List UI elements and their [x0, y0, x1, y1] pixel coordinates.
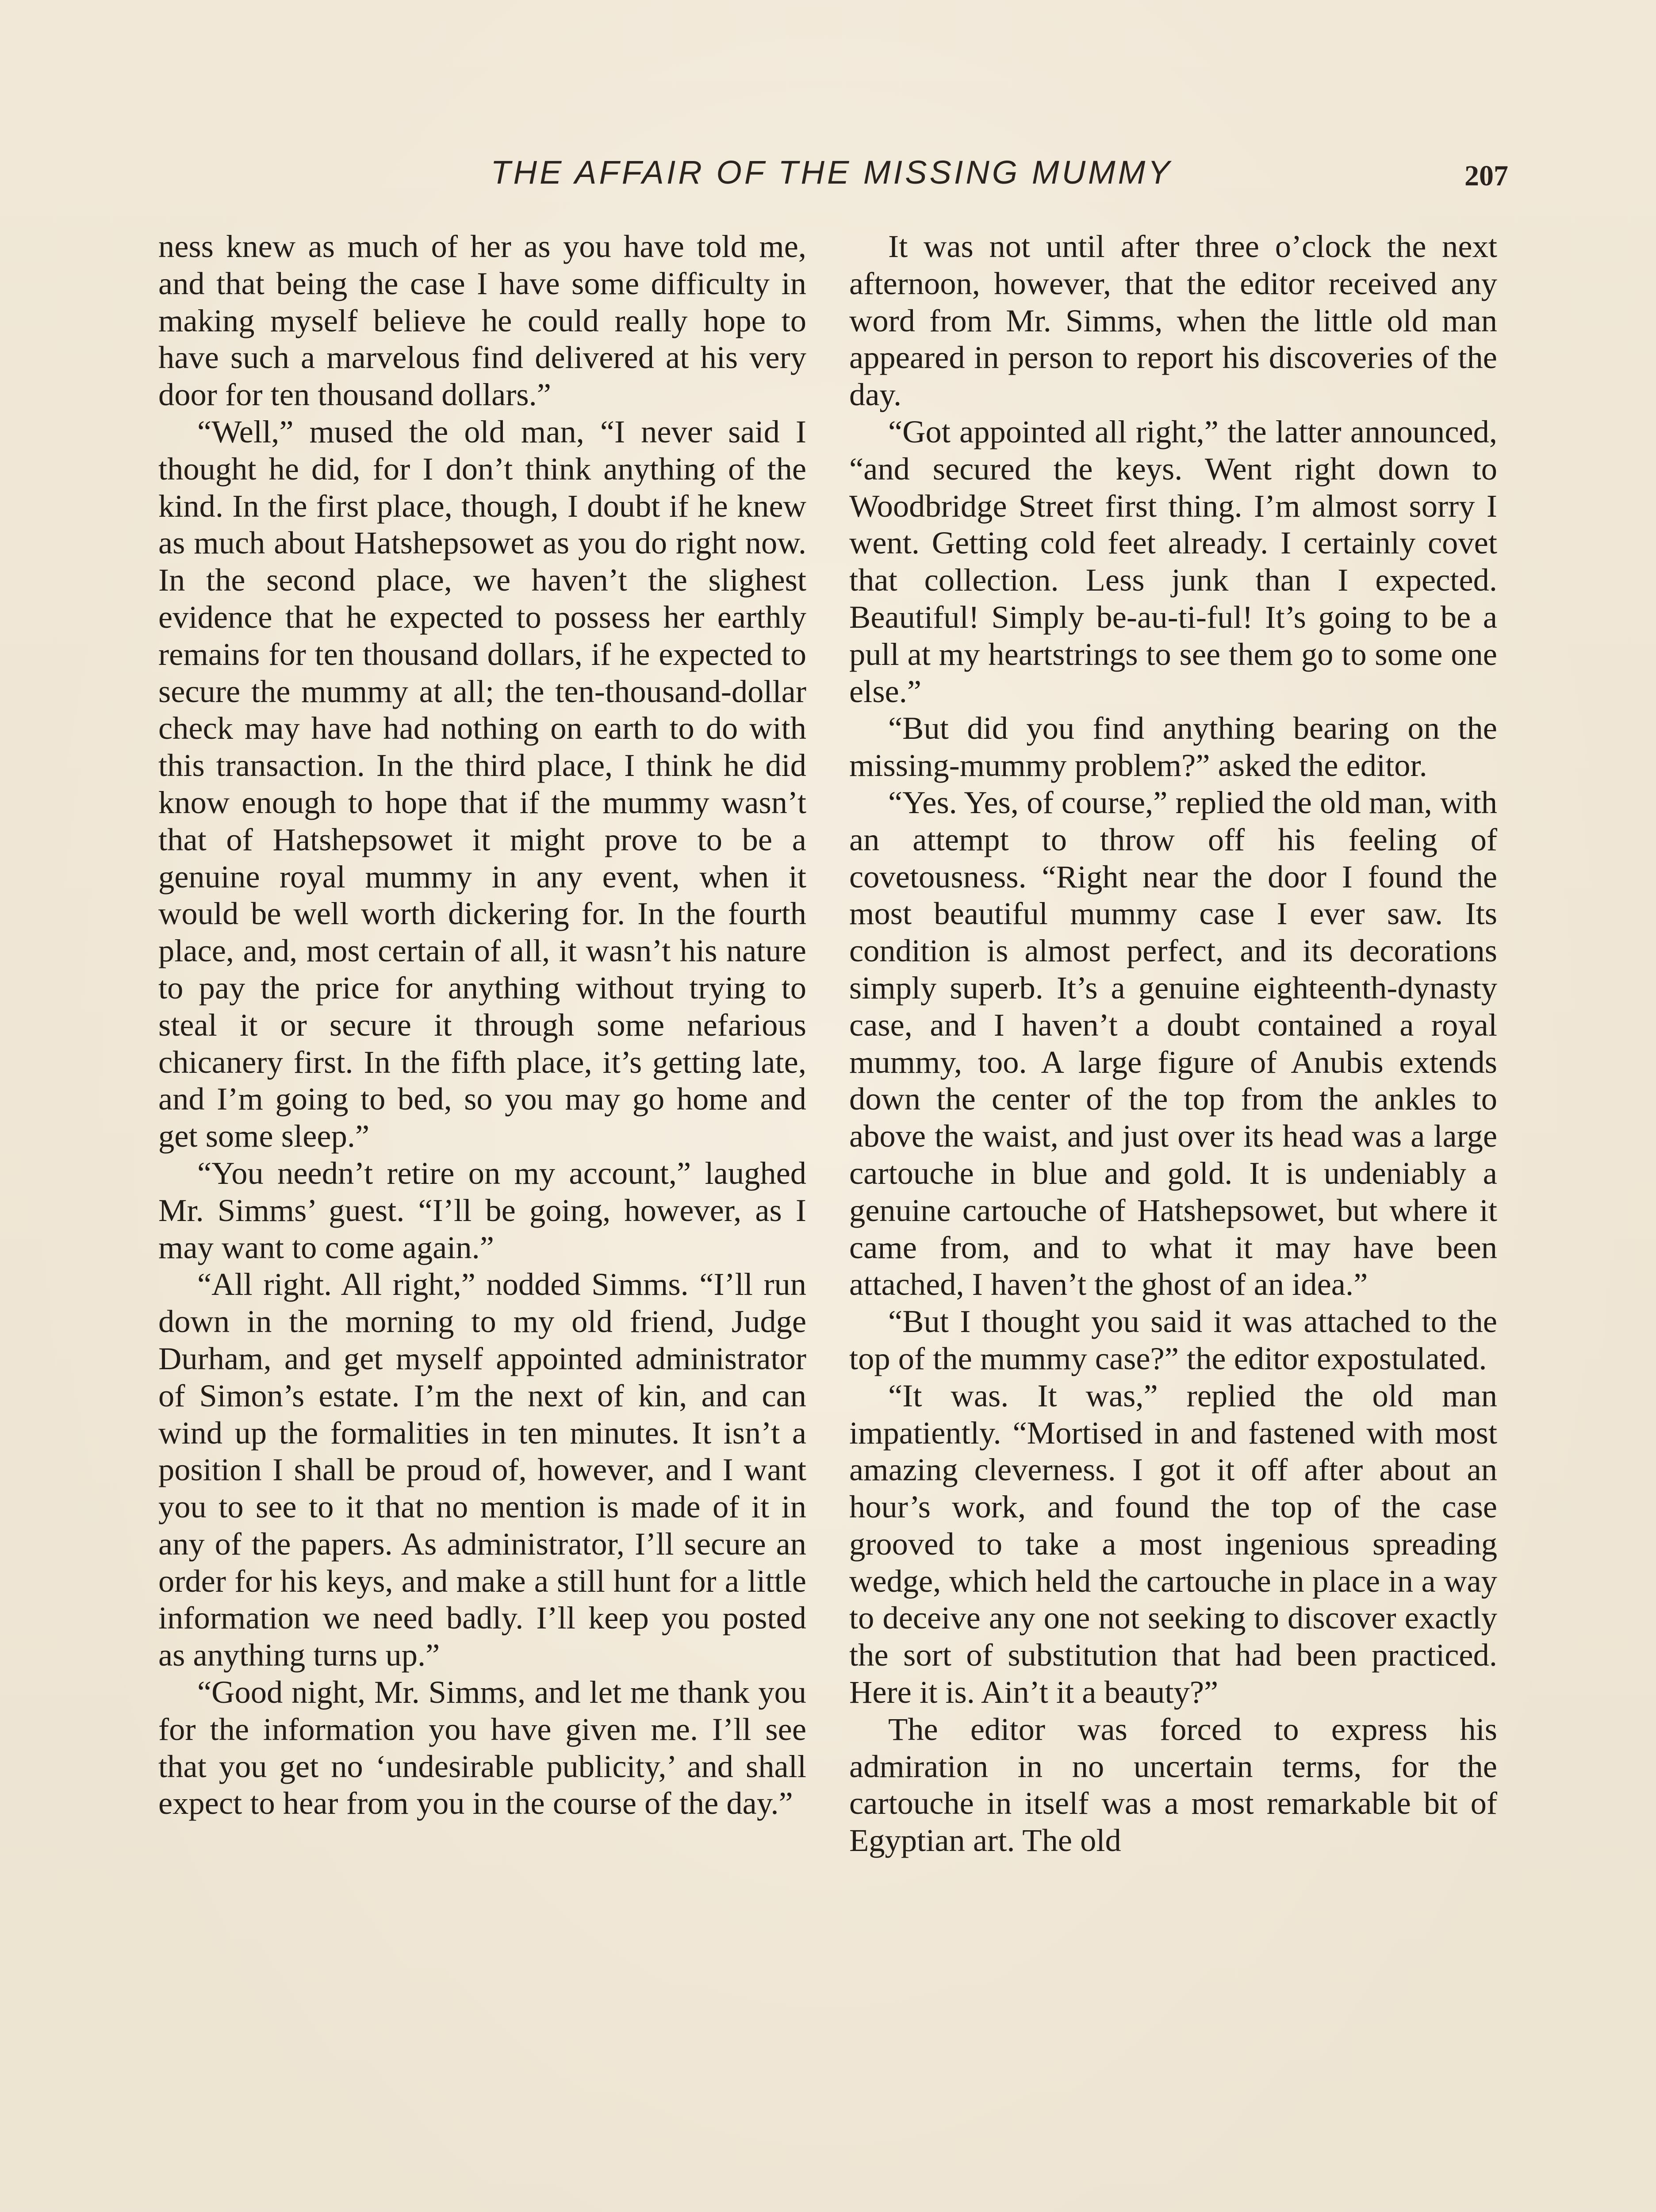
paragraph: “It was. It was,” replied the old man impatiently. “Mortised in and fastened with most amazing cleverness. I got it off after about an hour’s work, and found the top of the case grooved to take a most ingenious spreading wedge, which held the cartouche in place in a way to deceive any one not seeking to discover exactly the sort of substitution that had been practiced. Here it is. Ain’t it a beauty?”: [849, 1377, 1497, 1710]
page-number: 207: [1464, 160, 1508, 192]
paragraph: “All right. All right,” nodded Simms. “I’ll run down in the morning to my old friend, Judge Durham, and get myself appointed administrator of Simon’s estate. I’m the next of kin, and can wind up the formalities in ten minutes. It isn’t a position I shall be proud of, however, and I want you to see to it that no mention is made of it in any of the papers. As administrator, I’ll secure an order for his keys, and make a still hunt for a little information we need badly. I’ll keep you posted as anything turns up.”: [158, 1266, 806, 1673]
running-title: THE AFFAIR OF THE MISSING MUMMY: [491, 154, 1173, 191]
paragraph: “You needn’t retire on my account,” laughed Mr. Simms’ guest. “I’ll be going, however, as I may want to come again.”: [158, 1155, 806, 1265]
paragraph: “But did you find anything bearing on the missing-mummy problem?” asked the editor.: [849, 710, 1497, 783]
paragraph: “Yes. Yes, of course,” replied the old man, with an attempt to throw off his feeling of covetousness. “Right near the door I found the most beautiful mummy case I ever saw. Its condition is almost perfect, and its decorations simply superb. It’s a genuine eighteenth-dynasty case, and I haven’t a doubt contained a royal mummy, too. A large figure of Anubis extends down the center of the top from the ankles to above the waist, and just over its head was a large cartouche in blue and gold. It is undeniably a genuine cartouche of Hatshepsowet, but where it came from, and to what it may have been attached, I haven’t the ghost of an idea.”: [849, 784, 1497, 1302]
paragraph: “But I thought you said it was attached to the top of the mummy case?” the editor expostulated.: [849, 1303, 1497, 1376]
paragraph: “Good night, Mr. Simms, and let me thank you for the information you have given me. I’ll see that you get no ‘undesirable publicity,’ and shall expect to hear from you in the course of the day.”: [158, 1674, 806, 1821]
left-column: [158, 228, 806, 2212]
paragraph: “Got appointed all right,” the latter announced, “and secured the keys. Went right down to Woodbridge Street first thing. I’m almost sorry I went. Getting cold feet already. I certainly covet that collection. Less junk than I expected. Beautiful! Simply be-au-ti-ful! It’s going to be a pull at my heartstrings to see them go to some one else.”: [849, 413, 1497, 709]
right-column: [849, 228, 1497, 2212]
paragraph: “Well,” mused the old man, “I never said I thought he did, for I don’t think anything of the kind. In the first place, though, I doubt if he knew as much about Hatshepsowet as you do right now. In the second place, we haven’t the slighest evidence that he expected to possess her earthly remains for ten thousand dollars, if he expected to secure the mummy at all; the ten-thousand-dollar check may have had nothing on earth to do with this transaction. In the third place, I think he did know enough to hope that if the mummy wasn’t that of Hatshepsowet it might prove to be a genuine royal mummy in any event, when it would be well worth dickering for. In the fourth place, and, most certain of all, it wasn’t his nature to pay the price for anything without trying to steal it or secure it through some nefarious chicanery first. In the fifth place, it’s getting late, and I’m going to bed, so you may go home and get some sleep.”: [158, 413, 806, 1154]
paragraph: It was not until after three o’clock the next afternoon, however, that the editor received any word from Mr. Simms, when the little old man appeared in person to report his discoveries of the day.: [849, 228, 1497, 413]
paragraph: The editor was forced to express his admiration in no uncertain terms, for the cartouche in itself was a most remarkable bit of Egyptian art. The old: [849, 1711, 1497, 1859]
paragraph: ness knew as much of her as you have told me, and that being the case I have some difficulty in making myself believe he could really hope to have such a marvelous find delivered at his very door for ten thousand dollars.”: [158, 228, 806, 413]
